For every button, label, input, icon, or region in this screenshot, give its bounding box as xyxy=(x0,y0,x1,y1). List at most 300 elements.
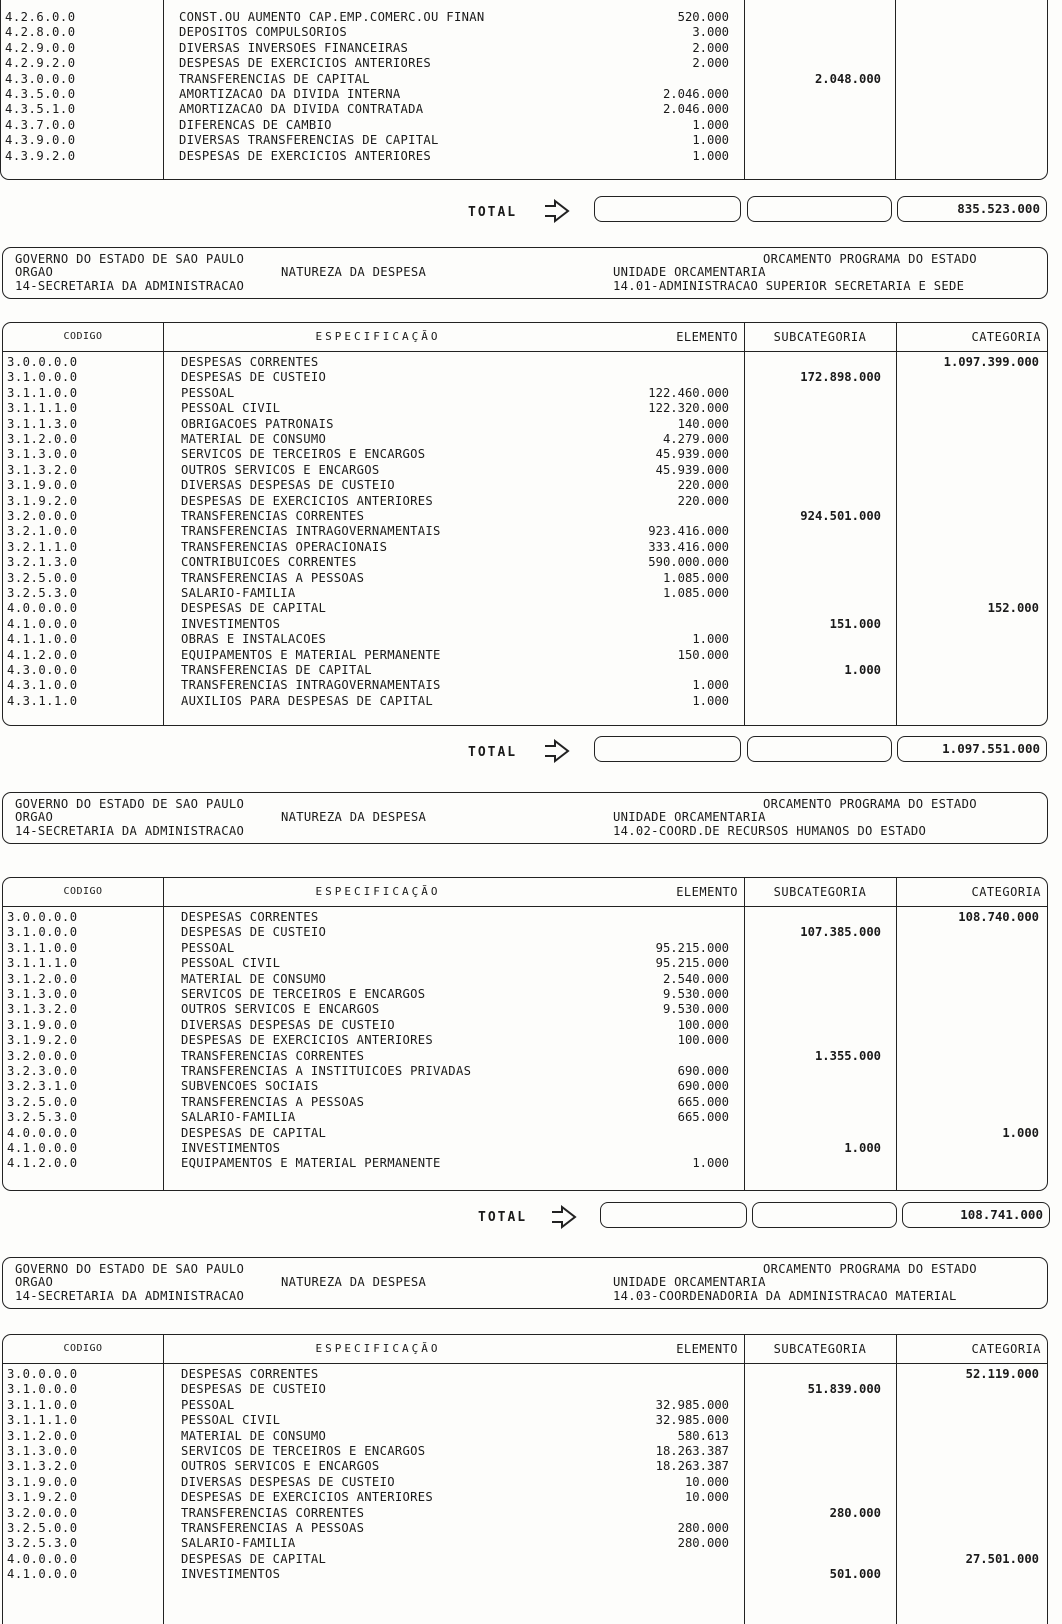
government-title: GOVERNO DO ESTADO DE SAO PAULO xyxy=(15,797,245,811)
row-code: 4.3.9.2.0 xyxy=(5,148,76,163)
row-specification: INVESTIMENTOS xyxy=(181,1567,281,1582)
table-row xyxy=(1,41,1047,56)
row-specification: AMORTIZACAO DA DIVIDA CONTRATADA xyxy=(179,102,424,117)
table-row xyxy=(3,1506,1047,1521)
arrow-right-icon xyxy=(548,1205,578,1229)
row-specification: DESPESAS DE EXERCICIOS ANTERIORES xyxy=(179,148,432,163)
table-row xyxy=(3,370,1047,385)
row-specification: OUTROS SERVICOS E ENCARGOS xyxy=(181,462,380,477)
table-row xyxy=(3,1536,1047,1551)
row-code: 3.2.3.1.0 xyxy=(7,1079,78,1094)
row-code: 4.0.0.0.0 xyxy=(7,601,78,616)
row-code: 3.1.1.1.0 xyxy=(7,956,78,971)
table-row xyxy=(3,1141,1047,1156)
unidade-name: 14.03-COORDENADORIA DA ADMINISTRACAO MATERIAL xyxy=(613,1289,957,1303)
orgao-name: 14-SECRETARIA DA ADMINISTRACAO xyxy=(15,279,245,293)
budget-table xyxy=(2,322,1048,726)
row-subcategoria: 1.000 xyxy=(844,1141,881,1155)
row-specification: PESSOAL xyxy=(181,385,235,400)
total-subcategoria-box xyxy=(752,1202,897,1228)
row-code: 3.2.1.3.0 xyxy=(7,555,78,570)
row-specification: OUTROS SERVICOS E ENCARGOS xyxy=(181,1002,380,1017)
row-specification: PESSOAL CIVIL xyxy=(181,401,281,416)
row-specification: PESSOAL CIVIL xyxy=(181,1413,281,1428)
row-code: 3.0.0.0.0 xyxy=(7,910,78,924)
row-elemento: 280.000 xyxy=(677,1536,729,1551)
row-subcategoria: 151.000 xyxy=(829,616,881,631)
row-specification: DIFERENCAS DE CAMBIO xyxy=(179,117,332,132)
row-elemento: 18.263.387 xyxy=(655,1444,729,1458)
table-row xyxy=(3,1490,1047,1505)
table-row xyxy=(3,1567,1047,1582)
row-code: 3.1.1.1.0 xyxy=(7,1413,78,1428)
row-categoria: 1.097.399.000 xyxy=(943,355,1039,369)
table-row xyxy=(3,401,1047,416)
total-elemento-box xyxy=(600,1202,747,1228)
table-row xyxy=(3,386,1047,401)
row-specification: SUBVENCOES SOCIAIS xyxy=(181,1079,319,1094)
budget-table xyxy=(2,1334,1048,1624)
table-row xyxy=(1,133,1047,148)
row-specification: SERVICOS DE TERCEIROS E ENCARGOS xyxy=(181,447,426,462)
row-code: 3.1.9.0.0 xyxy=(7,1474,78,1489)
table-row xyxy=(3,678,1047,693)
table-row xyxy=(3,601,1047,616)
row-code: 3.1.9.2.0 xyxy=(7,1033,78,1048)
row-elemento: 1.085.000 xyxy=(662,570,729,585)
row-elemento: 95.215.000 xyxy=(655,940,729,955)
row-code: 4.2.8.0.0 xyxy=(5,25,76,40)
row-code: 4.1.0.0.0 xyxy=(7,1141,78,1155)
row-elemento: 2.000 xyxy=(692,56,729,71)
row-code: 3.1.9.0.0 xyxy=(7,478,78,493)
row-code: 3.0.0.0.0 xyxy=(7,1367,78,1381)
row-specification: DIVERSAS DESPESAS DE CUSTEIO xyxy=(181,478,395,493)
total-label: TOTAL xyxy=(478,1210,528,1225)
table-row xyxy=(3,663,1047,678)
header-categoria: CATEGORIA xyxy=(971,885,1041,899)
table-row xyxy=(3,494,1047,509)
row-code: 4.3.0.0.0 xyxy=(5,71,76,86)
row-elemento: 140.000 xyxy=(677,416,729,431)
row-code: 3.1.2.0.0 xyxy=(7,971,78,986)
row-code: 3.2.5.0.0 xyxy=(7,570,78,585)
row-specification: OBRAS E INSTALACOES xyxy=(181,632,327,647)
row-code: 3.2.5.3.0 xyxy=(7,1536,78,1551)
row-specification: MATERIAL DE CONSUMO xyxy=(181,432,327,446)
table-row xyxy=(3,987,1047,1002)
row-specification: DESPESAS DE CUSTEIO xyxy=(181,1382,327,1397)
row-elemento: 100.000 xyxy=(677,1017,729,1032)
row-specification: PESSOAL CIVIL xyxy=(181,956,281,971)
header-elemento: ELEMENTO xyxy=(676,330,738,344)
row-code: 3.1.0.0.0 xyxy=(7,925,78,940)
row-specification: TRANSFERENCIAS DE CAPITAL xyxy=(181,663,372,677)
row-subcategoria: 172.898.000 xyxy=(800,370,881,385)
row-elemento: 2.046.000 xyxy=(662,102,729,117)
table-row xyxy=(3,1110,1047,1125)
unidade-label: UNIDADE ORCAMENTARIA xyxy=(613,810,766,824)
row-specification: TRANSFERENCIAS DE CAPITAL xyxy=(179,71,370,86)
table-row xyxy=(3,1382,1047,1397)
row-code: 3.1.1.0.0 xyxy=(7,385,78,400)
row-elemento: 1.000 xyxy=(692,117,729,132)
total-categoria-value: 835.523.000 xyxy=(897,196,1047,222)
total-subcategoria-box xyxy=(747,736,892,762)
row-elemento: 690.000 xyxy=(677,1064,729,1078)
header-subcategoria: SUBCATEGORIA xyxy=(773,330,867,344)
row-specification: SALARIO-FAMILIA xyxy=(181,586,296,600)
total-elemento-box xyxy=(594,196,741,222)
table-row xyxy=(1,118,1047,133)
row-code: 3.1.3.2.0 xyxy=(7,1459,78,1474)
header-codigo: CODIGO xyxy=(63,1343,103,1354)
row-specification: TRANSFERENCIAS A PESSOAS xyxy=(181,570,365,585)
row-code: 4.2.6.0.0 xyxy=(5,10,76,24)
header-especificacao: ESPECIFICAÇÃO xyxy=(315,330,441,343)
row-elemento: 95.215.000 xyxy=(655,956,729,971)
row-specification: DESPESAS DE EXERCICIOS ANTERIORES xyxy=(179,56,432,71)
row-categoria: 1.000 xyxy=(1002,1125,1039,1140)
table-row xyxy=(3,524,1047,539)
row-specification: DIVERSAS TRANSFERENCIAS DE CAPITAL xyxy=(179,133,439,148)
table-row xyxy=(1,102,1047,117)
row-subcategoria: 1.355.000 xyxy=(814,1048,881,1063)
row-specification: DIVERSAS INVERSOES FINANCEIRAS xyxy=(179,40,409,55)
row-code: 3.1.9.0.0 xyxy=(7,1017,78,1032)
row-code: 4.3.1.0.0 xyxy=(7,678,78,693)
orgao-name: 14-SECRETARIA DA ADMINISTRACAO xyxy=(15,1289,245,1303)
table-row xyxy=(3,1459,1047,1474)
row-elemento: 10.000 xyxy=(684,1474,729,1489)
row-code: 3.1.1.1.0 xyxy=(7,401,78,416)
table-row xyxy=(3,1079,1047,1094)
row-code: 3.1.0.0.0 xyxy=(7,370,78,385)
natureza-label: NATUREZA DA DESPESA xyxy=(281,1275,427,1289)
row-code: 3.1.3.2.0 xyxy=(7,1002,78,1017)
orgao-label: ORGAO xyxy=(15,1275,54,1289)
row-specification: PESSOAL xyxy=(181,940,235,955)
header-subcategoria: SUBCATEGORIA xyxy=(773,885,867,899)
table-row xyxy=(3,555,1047,570)
row-elemento: 333.416.000 xyxy=(648,539,729,554)
table-row xyxy=(3,586,1047,601)
government-title: GOVERNO DO ESTADO DE SAO PAULO xyxy=(15,252,245,266)
table-row xyxy=(3,617,1047,632)
row-elemento: 3.000 xyxy=(692,25,729,40)
row-specification: SERVICOS DE TERCEIROS E ENCARGOS xyxy=(181,987,426,1001)
table-row xyxy=(3,509,1047,524)
row-specification: DIVERSAS DESPESAS DE CUSTEIO xyxy=(181,1017,395,1032)
row-elemento: 100.000 xyxy=(677,1033,729,1048)
row-specification: TRANSFERENCIAS CORRENTES xyxy=(181,1505,365,1520)
table-row xyxy=(3,1126,1047,1141)
row-elemento: 2.000 xyxy=(692,40,729,55)
row-categoria: 152.000 xyxy=(987,601,1039,616)
arrow-right-icon xyxy=(541,199,571,223)
row-elemento: 1.000 xyxy=(692,133,729,148)
row-code: 3.2.0.0.0 xyxy=(7,1048,78,1063)
table-row xyxy=(3,910,1047,925)
row-code: 3.0.0.0.0 xyxy=(7,355,78,369)
row-code: 4.3.5.0.0 xyxy=(5,87,76,101)
table-row xyxy=(3,1552,1047,1567)
table-row xyxy=(3,1033,1047,1048)
row-subcategoria: 924.501.000 xyxy=(800,509,881,523)
row-code: 4.3.0.0.0 xyxy=(7,663,78,677)
row-code: 3.1.3.0.0 xyxy=(7,1444,78,1458)
budget-table xyxy=(2,877,1048,1191)
row-elemento: 2.540.000 xyxy=(662,971,729,986)
row-code: 3.2.5.0.0 xyxy=(7,1521,78,1535)
row-code: 3.1.1.3.0 xyxy=(7,416,78,431)
row-code: 4.3.9.0.0 xyxy=(5,133,76,148)
row-specification: TRANSFERENCIAS A INSTITUICOES PRIVADAS xyxy=(181,1064,472,1078)
row-elemento: 32.985.000 xyxy=(655,1397,729,1412)
orgao-label: ORGAO xyxy=(15,265,54,279)
budget-title: ORCAMENTO PROGRAMA DO ESTADO xyxy=(763,1262,977,1276)
table-row xyxy=(3,1413,1047,1428)
section-header xyxy=(2,1257,1048,1309)
row-code: 3.2.0.0.0 xyxy=(7,1505,78,1520)
arrow-right-icon xyxy=(541,739,571,763)
row-elemento: 1.000 xyxy=(692,693,729,708)
row-elemento: 122.320.000 xyxy=(648,401,729,416)
row-elemento: 580.613 xyxy=(677,1428,729,1443)
row-code: 4.1.2.0.0 xyxy=(7,1156,78,1171)
budget-title: ORCAMENTO PROGRAMA DO ESTADO xyxy=(763,797,977,811)
row-code: 4.3.7.0.0 xyxy=(5,117,76,132)
row-specification: DESPESAS DE CAPITAL xyxy=(181,1551,327,1566)
row-code: 4.3.5.1.0 xyxy=(5,102,76,117)
row-code: 3.1.3.0.0 xyxy=(7,447,78,462)
row-elemento: 923.416.000 xyxy=(648,524,729,539)
row-specification: MATERIAL DE CONSUMO xyxy=(181,1428,327,1443)
table-row xyxy=(3,1398,1047,1413)
row-specification: TRANSFERENCIAS CORRENTES xyxy=(181,1048,365,1063)
table-row xyxy=(1,87,1047,102)
row-elemento: 9.530.000 xyxy=(662,987,729,1001)
row-code: 3.1.3.0.0 xyxy=(7,987,78,1001)
row-specification: INVESTIMENTOS xyxy=(181,616,281,631)
header-codigo: CODIGO xyxy=(63,331,103,342)
row-specification: DIVERSAS DESPESAS DE CUSTEIO xyxy=(181,1474,395,1489)
unidade-label: UNIDADE ORCAMENTARIA xyxy=(613,265,766,279)
table-row xyxy=(3,1475,1047,1490)
table-row xyxy=(3,1367,1047,1382)
row-specification: AMORTIZACAO DA DIVIDA INTERNA xyxy=(179,87,401,101)
row-code: 3.1.1.0.0 xyxy=(7,1397,78,1412)
table-row xyxy=(3,1521,1047,1536)
row-specification: DESPESAS DE CUSTEIO xyxy=(181,925,327,940)
row-code: 4.2.9.2.0 xyxy=(5,56,76,71)
row-categoria: 52.119.000 xyxy=(965,1367,1039,1381)
row-specification: MATERIAL DE CONSUMO xyxy=(181,971,327,986)
row-specification: TRANSFERENCIAS A PESSOAS xyxy=(181,1094,365,1109)
row-subcategoria: 501.000 xyxy=(829,1567,881,1582)
row-elemento: 9.530.000 xyxy=(662,1002,729,1017)
total-subcategoria-box xyxy=(747,196,892,222)
table-row xyxy=(3,571,1047,586)
row-subcategoria: 51.839.000 xyxy=(807,1382,881,1397)
row-subcategoria: 2.048.000 xyxy=(814,71,881,86)
row-specification: DESPESAS CORRENTES xyxy=(181,355,319,369)
budget-title: ORCAMENTO PROGRAMA DO ESTADO xyxy=(763,252,977,266)
table-row xyxy=(1,10,1047,25)
row-elemento: 280.000 xyxy=(677,1521,729,1535)
row-elemento: 665.000 xyxy=(677,1110,729,1125)
table-row xyxy=(3,478,1047,493)
row-subcategoria: 280.000 xyxy=(829,1505,881,1520)
row-elemento: 1.000 xyxy=(692,148,729,163)
row-specification: CONST.OU AUMENTO CAP.EMP.COMERC.OU FINAN xyxy=(179,10,485,24)
table-row xyxy=(1,149,1047,164)
row-elemento: 32.985.000 xyxy=(655,1413,729,1428)
orgao-label: ORGAO xyxy=(15,810,54,824)
table-row xyxy=(3,941,1047,956)
row-specification: DESPESAS CORRENTES xyxy=(181,910,319,924)
row-code: 4.0.0.0.0 xyxy=(7,1551,78,1566)
row-specification: DESPESAS DE EXERCICIOS ANTERIORES xyxy=(181,493,434,508)
row-code: 3.1.2.0.0 xyxy=(7,432,78,446)
row-code: 4.2.9.0.0 xyxy=(5,40,76,55)
row-elemento: 10.000 xyxy=(684,1490,729,1505)
row-code: 4.0.0.0.0 xyxy=(7,1125,78,1140)
row-elemento: 1.000 xyxy=(692,632,729,647)
row-code: 4.1.0.0.0 xyxy=(7,616,78,631)
row-elemento: 150.000 xyxy=(677,647,729,662)
total-label: TOTAL xyxy=(468,205,518,220)
row-categoria: 27.501.000 xyxy=(965,1551,1039,1566)
row-specification: OUTROS SERVICOS E ENCARGOS xyxy=(181,1459,380,1474)
section-header xyxy=(2,792,1048,844)
row-elemento: 220.000 xyxy=(677,478,729,493)
table-row xyxy=(3,1064,1047,1079)
row-specification: DESPESAS DE CUSTEIO xyxy=(181,370,327,385)
row-code: 4.1.2.0.0 xyxy=(7,647,78,662)
row-specification: CONTRIBUICOES CORRENTES xyxy=(181,555,357,570)
header-categoria: CATEGORIA xyxy=(971,330,1041,344)
table-row xyxy=(3,417,1047,432)
header-elemento: ELEMENTO xyxy=(676,885,738,899)
row-code: 3.2.1.0.0 xyxy=(7,524,78,539)
table-row xyxy=(3,925,1047,940)
row-code: 3.1.9.2.0 xyxy=(7,493,78,508)
unidade-label: UNIDADE ORCAMENTARIA xyxy=(613,1275,766,1289)
row-specification: SALARIO-FAMILIA xyxy=(181,1536,296,1551)
row-specification: DESPESAS DE EXERCICIOS ANTERIORES xyxy=(181,1490,434,1505)
row-specification: AUXILIOS PARA DESPESAS DE CAPITAL xyxy=(181,693,434,708)
row-specification: TRANSFERENCIAS CORRENTES xyxy=(181,509,365,523)
header-categoria: CATEGORIA xyxy=(971,1342,1041,1356)
row-specification: EQUIPAMENTOS E MATERIAL PERMANENTE xyxy=(181,647,441,662)
row-elemento: 45.939.000 xyxy=(655,462,729,477)
unidade-name: 14.02-COORD.DE RECURSOS HUMANOS DO ESTADO xyxy=(613,824,927,838)
row-specification: DESPESAS CORRENTES xyxy=(181,1367,319,1381)
header-elemento: ELEMENTO xyxy=(676,1342,738,1356)
table-row xyxy=(1,56,1047,71)
row-specification: SALARIO-FAMILIA xyxy=(181,1110,296,1125)
row-code: 3.2.0.0.0 xyxy=(7,509,78,523)
row-code: 3.2.5.0.0 xyxy=(7,1094,78,1109)
row-elemento: 590.000.000 xyxy=(648,555,729,570)
table-row xyxy=(1,25,1047,40)
table-row xyxy=(3,648,1047,663)
total-elemento-box xyxy=(594,736,741,762)
header-codigo: CODIGO xyxy=(63,886,103,897)
unidade-name: 14.01-ADMINISTRACAO SUPERIOR SECRETARIA E SEDE xyxy=(613,279,965,293)
total-categoria-value: 108.741.000 xyxy=(902,1202,1050,1228)
table-row xyxy=(3,1018,1047,1033)
row-code: 3.2.1.1.0 xyxy=(7,539,78,554)
row-specification: DEPOSITOS COMPULSORIOS xyxy=(179,25,348,40)
row-subcategoria: 107.385.000 xyxy=(800,925,881,940)
row-elemento: 1.085.000 xyxy=(662,586,729,600)
row-code: 4.1.1.0.0 xyxy=(7,632,78,647)
table-row xyxy=(3,432,1047,447)
table-row xyxy=(3,1444,1047,1459)
row-code: 3.1.0.0.0 xyxy=(7,1382,78,1397)
row-specification: DESPESAS DE CAPITAL xyxy=(181,1125,327,1140)
row-specification: INVESTIMENTOS xyxy=(181,1141,281,1155)
row-code: 3.2.5.3.0 xyxy=(7,586,78,600)
row-subcategoria: 1.000 xyxy=(844,663,881,677)
row-specification: TRANSFERENCIAS A PESSOAS xyxy=(181,1521,365,1535)
row-code: 3.1.3.2.0 xyxy=(7,462,78,477)
table-row xyxy=(3,355,1047,370)
row-elemento: 520.000 xyxy=(677,10,729,24)
header-especificacao: ESPECIFICAÇÃO xyxy=(315,885,441,898)
continuation-table xyxy=(0,0,1048,180)
row-specification: SERVICOS DE TERCEIROS E ENCARGOS xyxy=(181,1444,426,1458)
row-specification: EQUIPAMENTOS E MATERIAL PERMANENTE xyxy=(181,1156,441,1171)
row-elemento: 220.000 xyxy=(677,493,729,508)
table-row xyxy=(3,972,1047,987)
row-code: 3.1.9.2.0 xyxy=(7,1490,78,1505)
row-categoria: 108.740.000 xyxy=(958,910,1039,924)
header-subcategoria: SUBCATEGORIA xyxy=(773,1342,867,1356)
row-specification: OBRIGACOES PATRONAIS xyxy=(181,416,334,431)
natureza-label: NATUREZA DA DESPESA xyxy=(281,810,427,824)
section-header xyxy=(2,247,1048,299)
row-elemento: 4.279.000 xyxy=(662,432,729,446)
row-code: 3.1.1.0.0 xyxy=(7,940,78,955)
table-row xyxy=(3,540,1047,555)
row-elemento: 1.000 xyxy=(692,678,729,693)
row-specification: PESSOAL xyxy=(181,1397,235,1412)
total-label: TOTAL xyxy=(468,745,518,760)
row-code: 4.3.1.1.0 xyxy=(7,693,78,708)
table-row xyxy=(3,463,1047,478)
table-row xyxy=(3,694,1047,709)
table-row xyxy=(3,956,1047,971)
natureza-label: NATUREZA DA DESPESA xyxy=(281,265,427,279)
table-row xyxy=(1,72,1047,87)
row-code: 3.1.2.0.0 xyxy=(7,1428,78,1443)
table-row xyxy=(3,1156,1047,1171)
total-categoria-value: 1.097.551.000 xyxy=(897,736,1047,762)
table-row xyxy=(3,1002,1047,1017)
row-specification: TRANSFERENCIAS OPERACIONAIS xyxy=(181,539,388,554)
row-specification: TRANSFERENCIAS INTRAGOVERNAMENTAIS xyxy=(181,524,441,539)
row-elemento: 1.000 xyxy=(692,1156,729,1171)
row-code: 3.2.3.0.0 xyxy=(7,1064,78,1078)
table-row xyxy=(3,1049,1047,1064)
row-elemento: 665.000 xyxy=(677,1094,729,1109)
table-row xyxy=(3,1429,1047,1444)
table-row xyxy=(3,1095,1047,1110)
row-specification: DESPESAS DE EXERCICIOS ANTERIORES xyxy=(181,1033,434,1048)
